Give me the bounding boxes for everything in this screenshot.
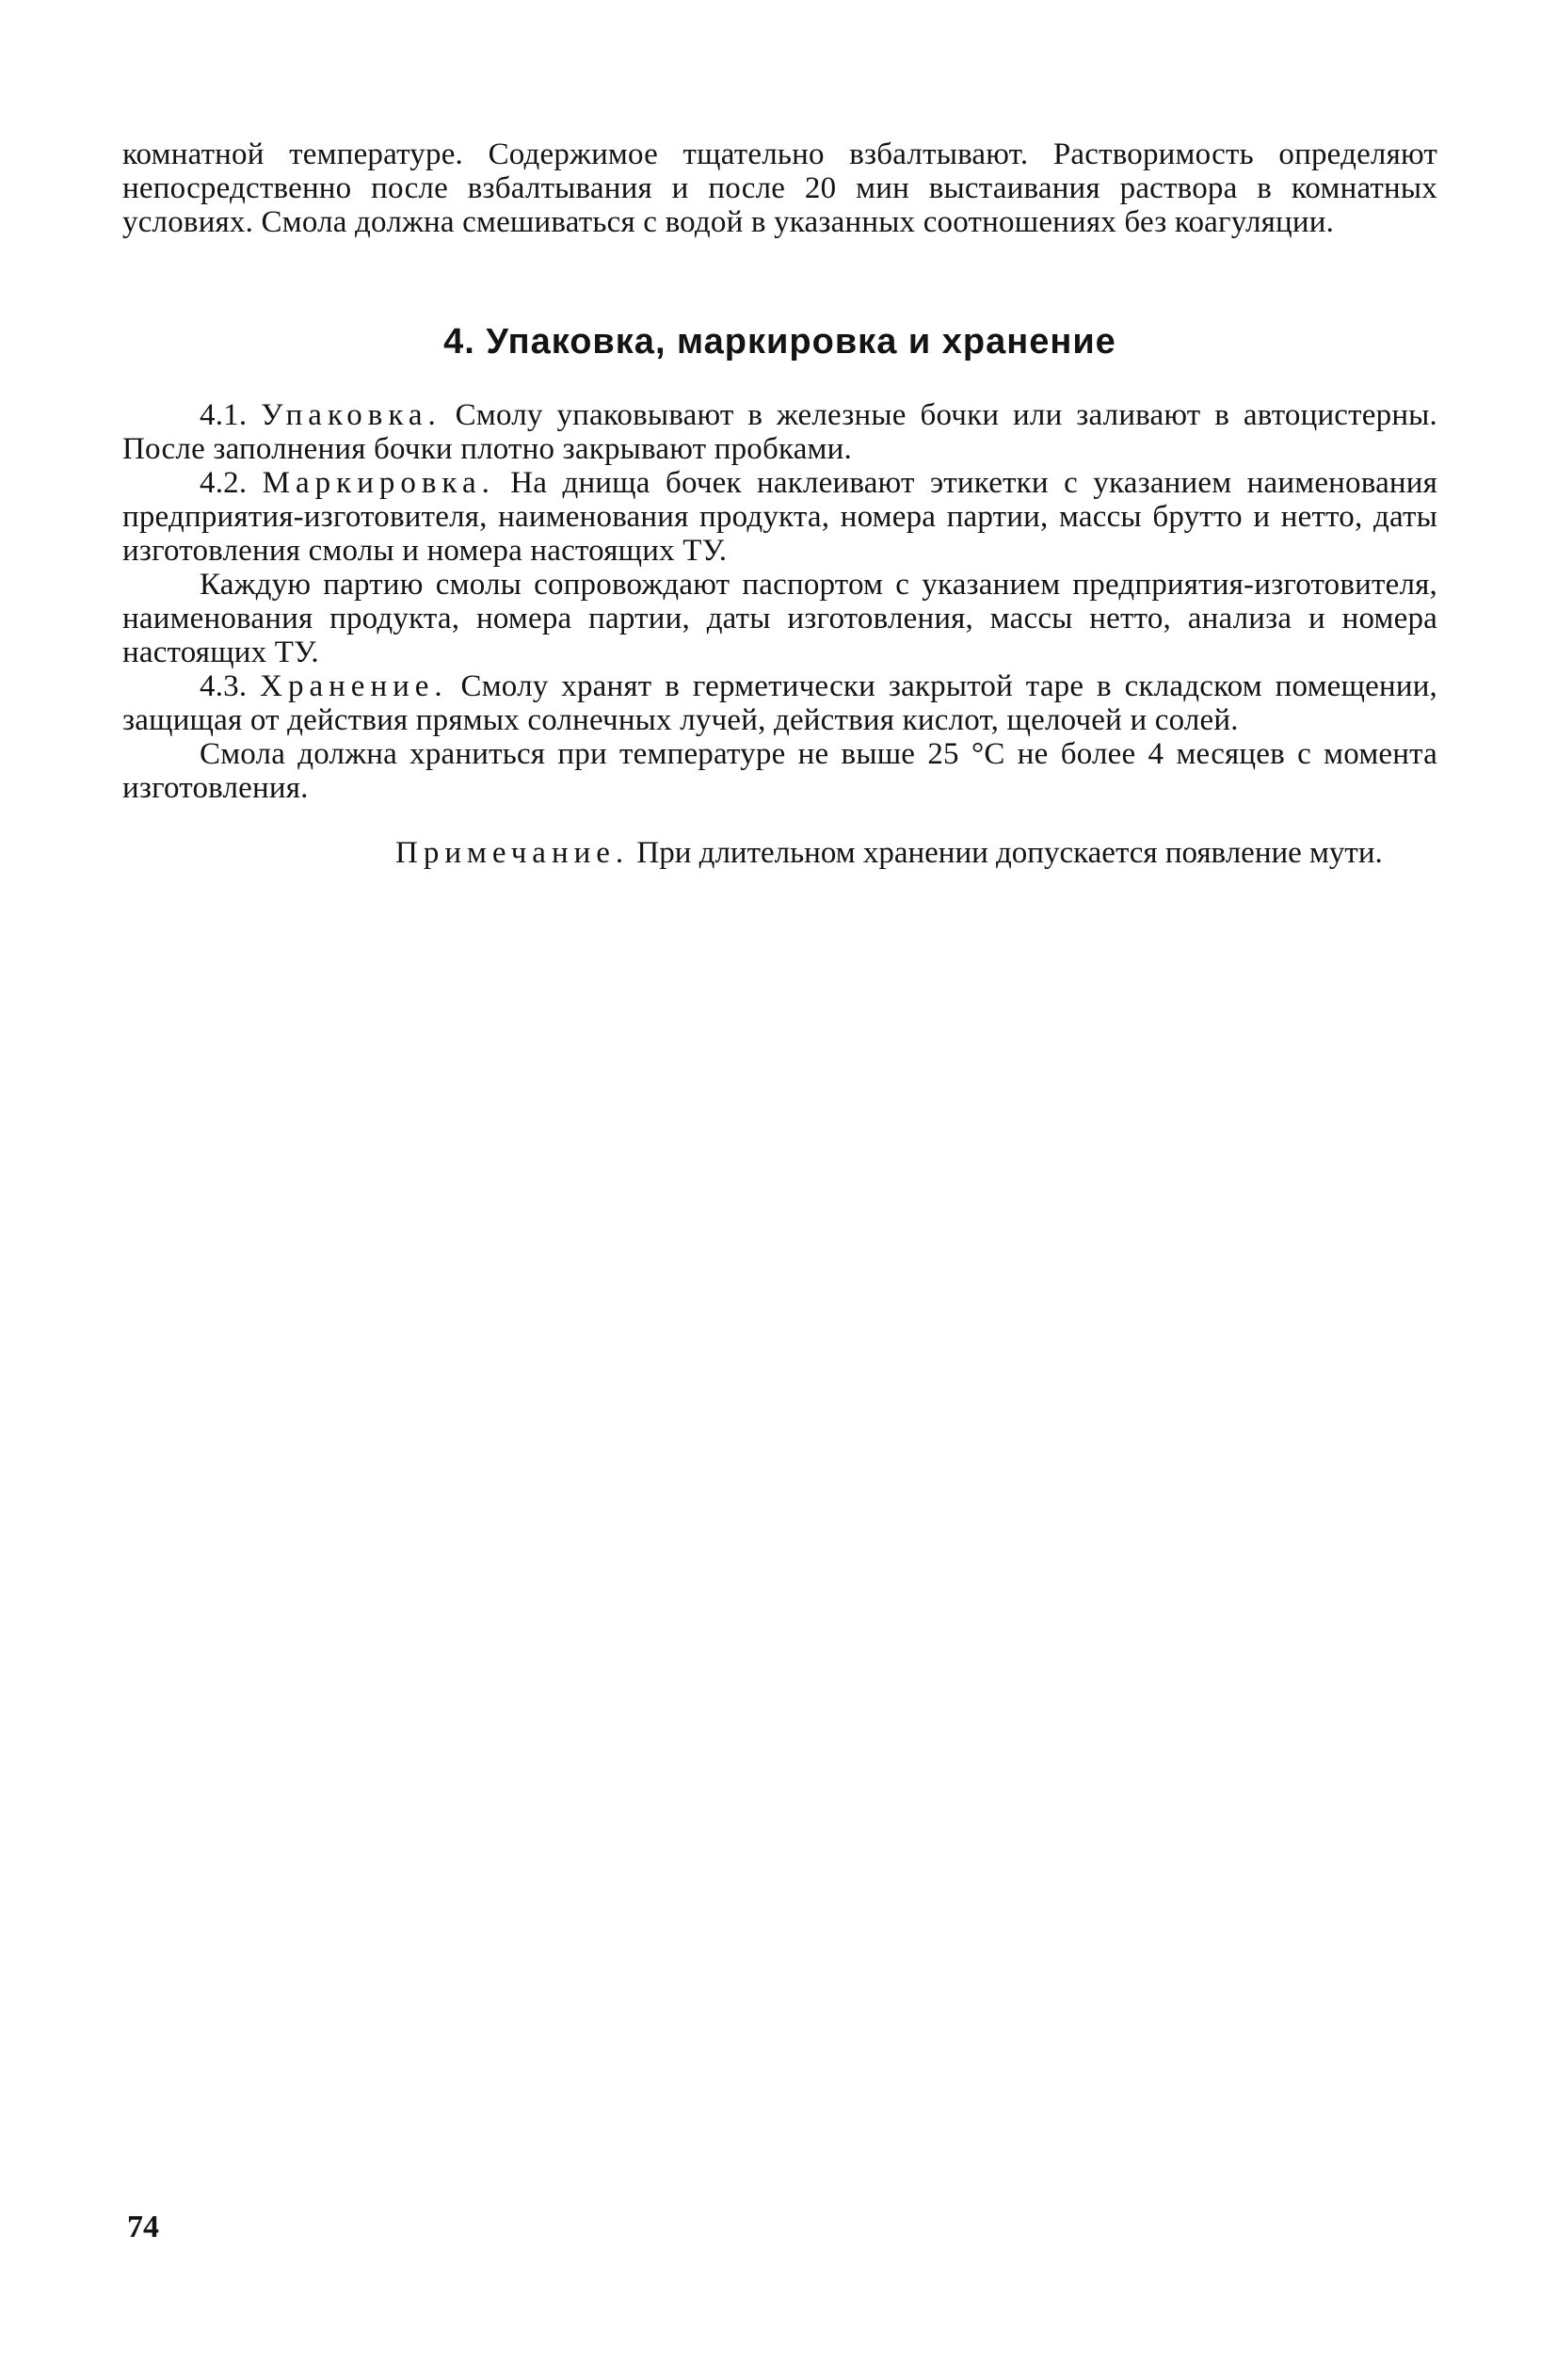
note-text: При длительном хранении допускается появление мути.: [636, 836, 1383, 870]
clause-4-1-term: Упаковка.: [261, 398, 441, 432]
clause-4-1: [122, 398, 1437, 466]
page-number: 74: [127, 2210, 159, 2244]
clause-4-1-number: 4.1.: [200, 398, 248, 432]
clause-4-3-term: Хранение.: [260, 669, 448, 703]
section-heading: 4. Упаковка, маркировка и хранение: [443, 322, 1116, 362]
clause-4-2-text: На днища бочек наклеивают этикетки с указанием наименования предприятия-изготовителя, наименования продукта, номера партии, массы брутто и нетто, даты изготовления смолы и номера настоящих ТУ.: [122, 466, 1438, 568]
clause-4-3-text: Смолу хранят в герметически закрытой таре в складском помещении, защищая от действия прямых солнечных лучей, действия кислот, щелочей и солей.: [122, 669, 1438, 737]
intro-paragraph-block: [122, 137, 1437, 239]
note-label: Примечание.: [395, 836, 630, 870]
clause-4-2: [122, 466, 1437, 568]
section-body: [122, 398, 1437, 805]
clause-4-3: [122, 669, 1437, 737]
passport-paragraph: Каждую партию смолы сопровождают паспортом с указанием предприятия-изготовителя, наименования продукта, номера партии, даты изготовления, массы нетто, анализа и номера настоящих ТУ.: [122, 568, 1437, 669]
clause-4-2-number: 4.2.: [200, 466, 248, 500]
clause-4-1-text: Смолу упаковывают в железные бочки или заливают в автоцистерны. После заполнения бочки плотно закрывают пробками.: [122, 398, 1438, 466]
clause-4-3-number: 4.3.: [200, 669, 248, 703]
note: [329, 836, 1437, 870]
clause-4-2-term: Маркировка.: [262, 466, 495, 500]
intro-paragraph: комнатной температуре. Содержимое тщательно взбалтывают. Растворимость определяют непосредственно после взбалтывания и после 20 мин выстаивания раствора в комнатных условиях. Смола должна смешиваться с водой в указанных соотношениях без коагуляции.: [122, 137, 1437, 239]
storage-paragraph: Смола должна храниться при температуре не выше 25 °С не более 4 месяцев с момента изготовления.: [122, 737, 1437, 805]
